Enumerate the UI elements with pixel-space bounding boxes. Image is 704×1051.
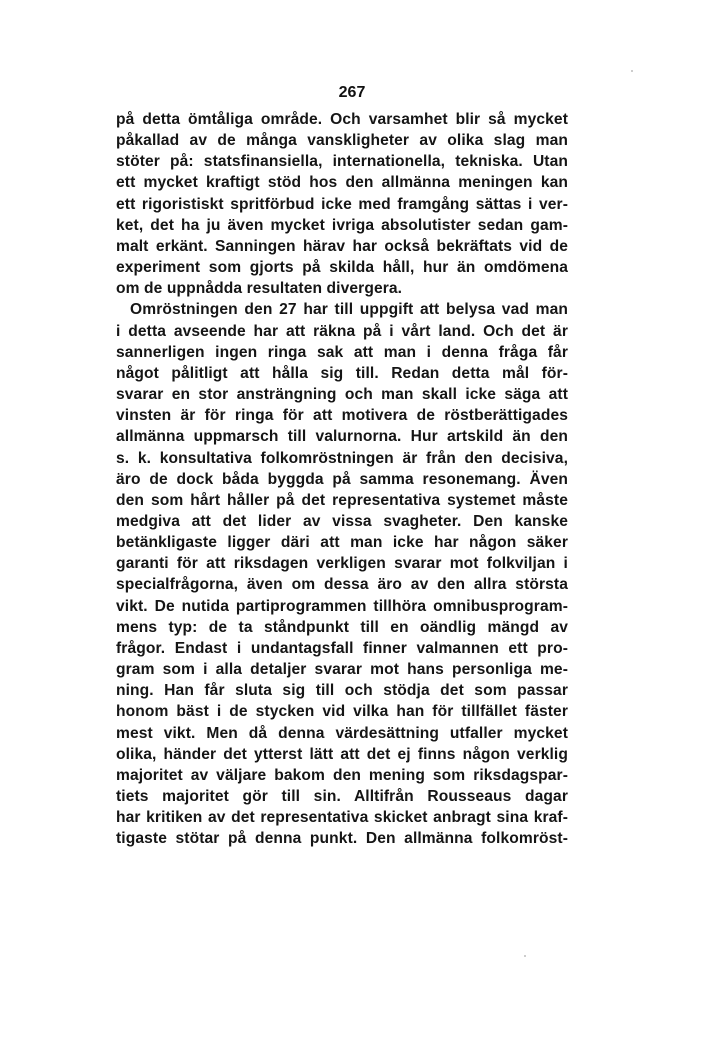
text-line: specialfrågorna, även om dessa äro av den allra största: [116, 576, 568, 594]
text-line: sannerligen ingen ringa sak att man i denna fråga får: [116, 343, 568, 361]
text-line: s. k. konsultativa folkomröstningen är från den decisiva,: [116, 449, 568, 467]
text-line: mest vikt. Men då denna värdesättning utfaller mycket: [116, 724, 568, 742]
text-line: äro de dock båda byggda på samma resonemang. Även: [116, 470, 568, 488]
text-line: ket, det ha ju även mycket ivriga absolutister sedan gam-: [116, 216, 568, 234]
text-line: gram som i alla detaljer svarar mot hans personliga me-: [116, 661, 568, 679]
text-line: malt erkänt. Sanningen härav har också bekräftats vid de: [116, 237, 568, 255]
text-line: svarar en stor ansträngning och man skall icke säga att: [116, 386, 568, 404]
text-line: om de uppnådda resultaten divergera.: [116, 280, 403, 298]
text-line: ning. Han får sluta sig till och stödja det som passar: [116, 682, 568, 700]
text-line: ett rigoristiskt spritförbud icke med framgång sättas i ver-: [116, 195, 568, 213]
text-line: honom bäst i de stycken vid vilka han för tillfället fäster: [116, 703, 568, 721]
text-line: något pålitligt att hålla sig till. Redan detta mål för-: [116, 364, 568, 382]
text-line: allmänna uppmarsch till valurnorna. Hur artskild än den: [116, 428, 568, 446]
text-line: tiets majoritet gör till sin. Alltifrån Rousseaus dagar: [116, 788, 568, 805]
text-line: frågor. Endast i undantagsfall finner valmannen ett pro-: [116, 639, 568, 657]
text-line: stöter på: statsfinansiella, internationella, tekniska. Utan: [116, 153, 568, 171]
text-line: olika, händer det ytterst lätt att det ej finns någon verklig: [116, 745, 568, 763]
body-text: [116, 109, 568, 849]
text-line: på detta ömtåliga område. Och varsamhet blir så mycket: [116, 111, 568, 128]
text-line: experiment som gjorts på skilda håll, hur än omdömena: [116, 259, 568, 277]
text-line: den som hårt håller på det representativa systemet måste: [116, 491, 568, 509]
text-line: tigaste stötar på denna punkt. Den allmänna folkomröst-: [116, 830, 568, 848]
text-line: betänkligaste ligger däri att man icke har någon säker: [116, 534, 568, 552]
text-line: mens typ: de ta ståndpunkt till en oändlig mängd av: [116, 618, 568, 636]
text-line: garanti för att riksdagen verkligen svarar mot folkviljan i: [116, 555, 568, 573]
text-line: Omröstningen den 27 har till uppgift att belysa vad man: [130, 301, 568, 319]
text-line: påkallad av de många vanskligheter av olika slag man: [116, 132, 568, 150]
text-line: har kritiken av det representativa skicket anbragt sina kraf-: [116, 809, 568, 827]
text-line: i detta avseende har att räkna på i vårt land. Och det är: [116, 322, 568, 340]
paper-speck: [631, 70, 633, 72]
text-line: ett mycket kraftigt stöd hos den allmänna meningen kan: [116, 174, 568, 192]
text-line: majoritet av väljare bakom den mening som riksdagspar-: [116, 766, 568, 784]
text-line: medgiva att det lider av vissa svagheter. Den kanske: [116, 512, 568, 530]
paper-speck: [524, 955, 526, 957]
text-line: vikt. De nutida partiprogrammen tillhöra omnibusprogram-: [116, 597, 568, 615]
page-number: 267: [338, 84, 366, 101]
text-line: vinsten är för ringa för att motivera de röstberättigades: [116, 407, 568, 425]
